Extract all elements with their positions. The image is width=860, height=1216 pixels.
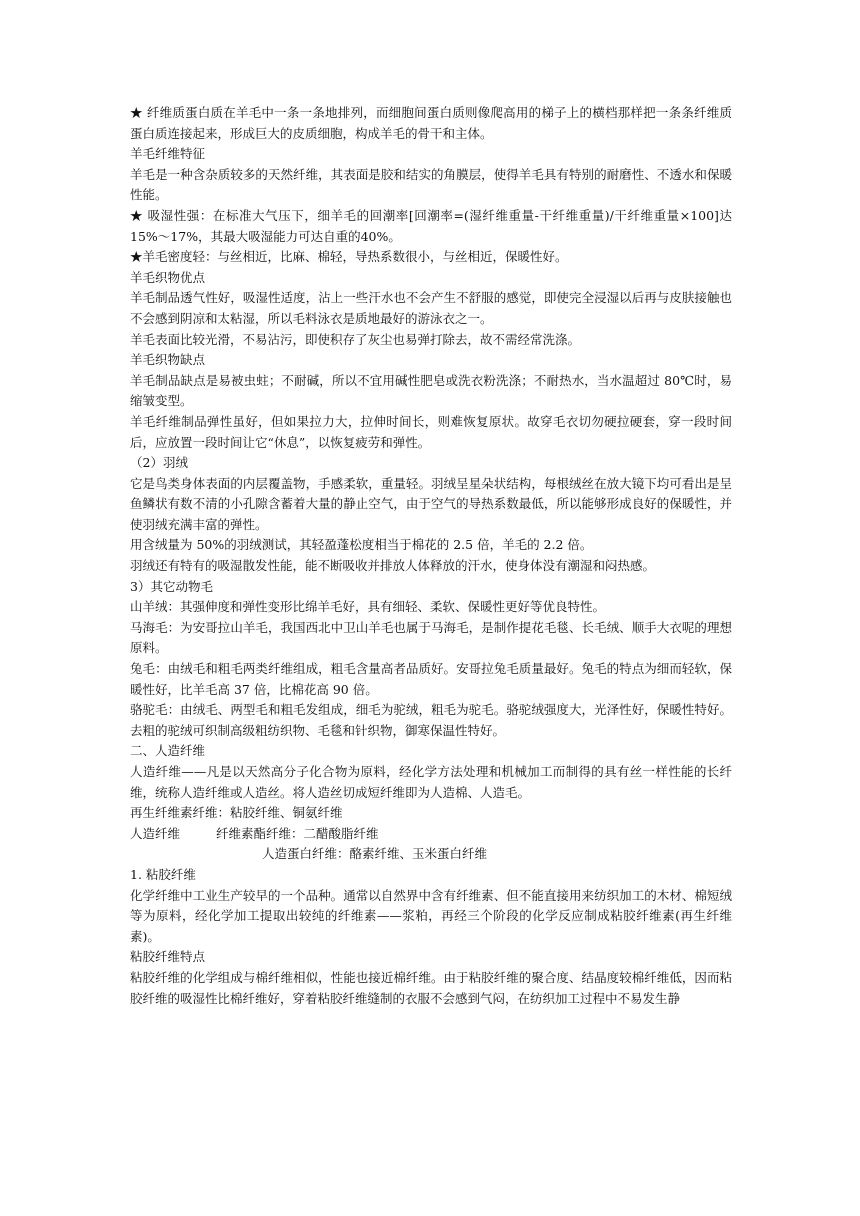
section-heading: 羊毛织物优点 xyxy=(130,269,206,285)
classification-line: 再生纤维素纤维：粘胶纤维、铜氨纤维 xyxy=(130,805,343,821)
paragraph: 马海毛：为安哥拉山羊毛，我国西北中卫山羊毛也属于马海毛，是制作提花毛毯、长毛绒、顺手大衣呢的理想原料。 xyxy=(130,619,732,656)
paragraph: 羊毛是一种含杂质较多的天然纤维，其表面是胶和结实的角膜层，使得羊毛具有特别的耐磨性、不透水和保暖性能。 xyxy=(130,166,732,203)
classification-branch: 纤维素酯纤维：二醋酸脂纤维 xyxy=(216,825,379,841)
paragraph: 羊毛制品缺点是易被虫蛀；不耐碱，所以不宜用碱性肥皂或洗衣粉洗涤；不耐热水，当水温超过 80℃时，易缩皱变型。 xyxy=(130,372,732,409)
paragraph: ★ 吸湿性强：在标准大气压下，细羊毛的回潮率[回潮率=(湿纤维重量-干纤维重量)/干纤维重量×100]达15%～17%，其最大吸湿能力可达自重的40%。 xyxy=(130,207,732,244)
section-heading: 1. 粘胶纤维 xyxy=(130,866,196,882)
classification-line: 人造蛋白纤维：酪素纤维、玉米蛋白纤维 xyxy=(262,846,488,862)
document-body xyxy=(130,103,732,1009)
section-heading: 羊毛纤维特征 xyxy=(130,146,206,162)
section-heading: （2）羽绒 xyxy=(130,455,188,471)
paragraph: 羊毛制品透气性好，吸湿性适度，沾上一些汗水也不会产生不舒服的感觉，即使完全浸湿以后再与皮肤接触也不会感到阴凉和太粘湿，所以毛料泳衣是质地最好的游泳衣之一。 xyxy=(130,290,732,326)
classification-root: 人造纤维 xyxy=(130,825,181,841)
paragraph: 兔毛：由绒毛和粗毛两类纤维组成，粗毛含量高者品质好。安哥拉兔毛质量最好。兔毛的特点为细而轻软，保暖性好，比羊毛高 37 倍，比棉花高 90 倍。 xyxy=(130,661,732,697)
paragraph: 用含绒量为 50%的羽绒测试，其轻盈蓬松度相当于棉花的 2.5 倍，羊毛的 2.2 倍。 xyxy=(130,537,593,553)
paragraph: 骆驼毛：由绒毛、两型毛和粗毛发组成，细毛为驼绒，粗毛为驼毛。骆驼绒强度大，光泽性好，保暖性特好。去粗的驼绒可织制高级粗纺织物、毛毯和针织物，御寒保温性特好。 xyxy=(130,702,732,738)
section-heading: 羊毛织物缺点 xyxy=(130,352,206,368)
paragraph: 羊毛纤维制品弹性虽好，但如果拉力大，拉伸时间长，则难恢复原状。故穿毛衣切勿硬拉硬套，穿一段时间后，应放置一段时间让它“休息”，以恢复疲劳和弹性。 xyxy=(130,413,732,450)
paragraph: 它是鸟类身体表面的内层覆盖物，手感柔软，重量轻。羽绒呈星朵状结构，每根绒丝在放大镜下均可看出是呈鱼鳞状有数不清的小孔隙含蓄着大量的静止空气，由于空气的导热系数最低，所以能够形成良好的保暖性，并使羽绒充满丰富的弹性。 xyxy=(130,475,732,532)
paragraph: 化学纤维中工业生产较早的一个品种。通常以自然界中含有纤维素、但不能直接用来纺织加工的木材、棉短绒等为原料，经化学加工提取出较纯的纤维素——浆粕，再经三个阶段的化学反应制成粘胶纤维素(再生纤维素)。 xyxy=(130,887,732,944)
paragraph: 人造纤维——凡是以天然高分子化合物为原料，经化学方法处理和机械加工而制得的具有丝一样性能的长纤维，统称人造纤维或人造丝。将人造丝切成短纤维即为人造棉、人造毛。 xyxy=(130,764,732,800)
section-heading: 粘胶纤维特点 xyxy=(130,949,206,965)
classification-line xyxy=(130,824,732,845)
paragraph: 羊毛表面比较光滑，不易沾污，即使积存了灰尘也易弹打除去，故不需经常洗涤。 xyxy=(130,331,581,347)
paragraph: ★羊毛密度轻：与丝相近，比麻、棉轻，导热系数很小，与丝相近，保暖性好。 xyxy=(130,249,568,265)
section-heading: 3）其它动物毛 xyxy=(130,578,213,594)
paragraph: 粘胶纤维的化学组成与棉纤维相似，性能也接近棉纤维。由于粘胶纤维的聚合度、结晶度较棉纤维低，因而粘胶纤维的吸湿性比棉纤维好，穿着粘胶纤维缝制的衣服不会感到气闷，在纺织加工过程中不易发生静 xyxy=(130,969,732,1006)
paragraph: ★ 纤维质蛋白质在羊毛中一条一条地排列，而细胞间蛋白质则像爬高用的梯子上的横档那样把一条条纤维质蛋白质连接起来，形成巨大的皮质细胞，构成羊毛的骨干和主体。 xyxy=(130,105,732,141)
paragraph: 山羊绒：其强伸度和弹性变形比绵羊毛好，具有细轻、柔软、保暖性更好等优良特性。 xyxy=(130,599,606,615)
paragraph: 羽绒还有特有的吸湿散发性能，能不断吸收并排放人体释放的汗水，使身体没有潮湿和闷热感。 xyxy=(130,558,656,574)
section-heading: 二、人造纤维 xyxy=(130,743,206,759)
